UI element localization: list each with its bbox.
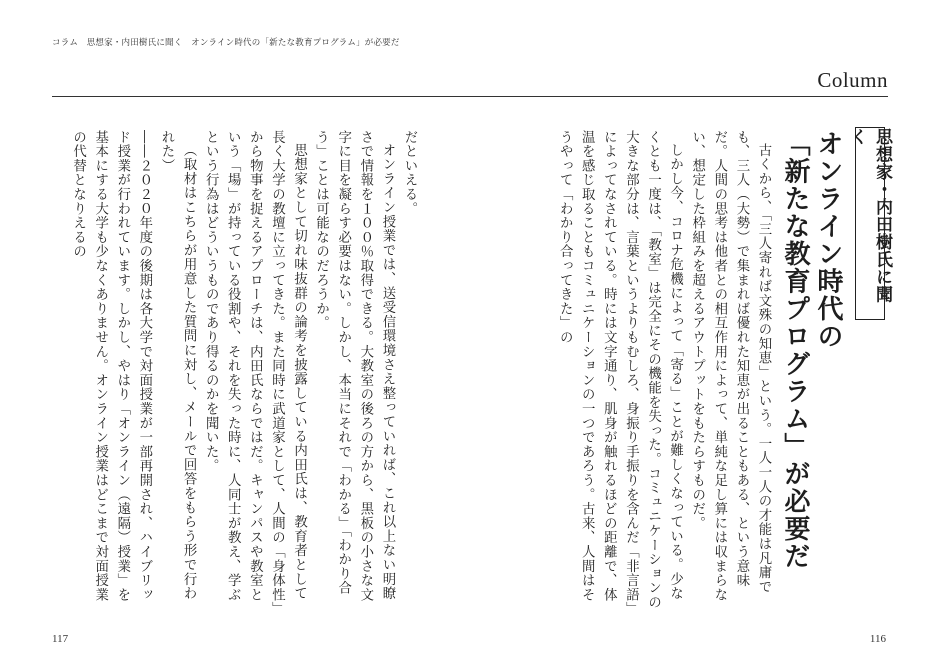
header-rule: [52, 96, 888, 97]
paragraph: オンライン授業では、送受信環境さえ整っていれば、これ以上ない明瞭さで情報を１００％取得できる。大教室の後ろの方から、黒板の小さな文字に目を凝らす必要はない。しかし、本当にそれで「わかる」「わかり合う」ことは可能なのだろうか。: [313, 130, 395, 602]
page-number-left: 117: [52, 633, 69, 645]
kicker-box: [847, 127, 892, 320]
column-label: Column: [817, 68, 888, 92]
paragraph: ――２０２０年度の後期は各大学で対面授業が一部再開され、ハイブリッド授業が行われています。しかし、やはり「オンライン（遠隔）授業」を基本にする大学も少なくありません。オンライン授業はどこまで対面授業の代替となりえるの: [70, 130, 152, 602]
paragraph: 古くから、「三人寄れば文殊の知恵」という。一人一人の才能は凡庸でも、三人（大勢）で集まれば優れた知恵が出ることもある、という意味だ。人間の思考は他者との相互作用によって、単純な足し算には収まらない、想定した枠組みを超えるアウトプットをもたらすものだ。: [689, 130, 771, 602]
paragraph: だといえる。: [402, 130, 417, 216]
title-line-2: 「新たな教育プログラム」が必要だ: [780, 130, 810, 570]
page-number-right: 116: [869, 633, 886, 645]
title-line-1: オンライン時代の: [813, 130, 843, 350]
running-header: コラム 思想家・内田樹氏に聞く オンライン時代の「新たな教育プログラム」が必要だ: [52, 38, 400, 48]
paragraph: 思想家として切れ味抜群の論考を披露している内田氏は、教育者として長く大学の教壇に立ってきた。また同時に武道家として、人間の「身体性」から物事を捉えるアプローチは、内田氏ならではだ。キャンパスや教室という「場」が持っている役割や、それを失った時に、人同士が教え、学ぶという行為はどういうものであり得るのかを聞いた。: [203, 130, 307, 610]
kicker-text: 思想家・内田樹氏に聞く: [847, 128, 892, 303]
right-page-body: [553, 130, 774, 610]
left-page-body: [67, 130, 421, 610]
paragraph: しかし今、コロナ危機によって「寄る」ことが難しくなっている。少なくとも一度は、「教室」は完全にその機能を失った。コミュニケーションの大きな部分は、言葉というよりもむしろ、身振り手振りを含んだ「非言語」によってなされている。時には文字通り、肌身が触れるほどの距離で、体温を感じ取ることもコミュニケーションの一つであろう。古来、人間はそうやって「わかり合ってきた」の: [557, 130, 683, 610]
main-title: [778, 130, 844, 570]
paragraph: （取材はこちらが用意した質問に対し、メールで回答をもらう形で行われた）: [158, 130, 197, 601]
